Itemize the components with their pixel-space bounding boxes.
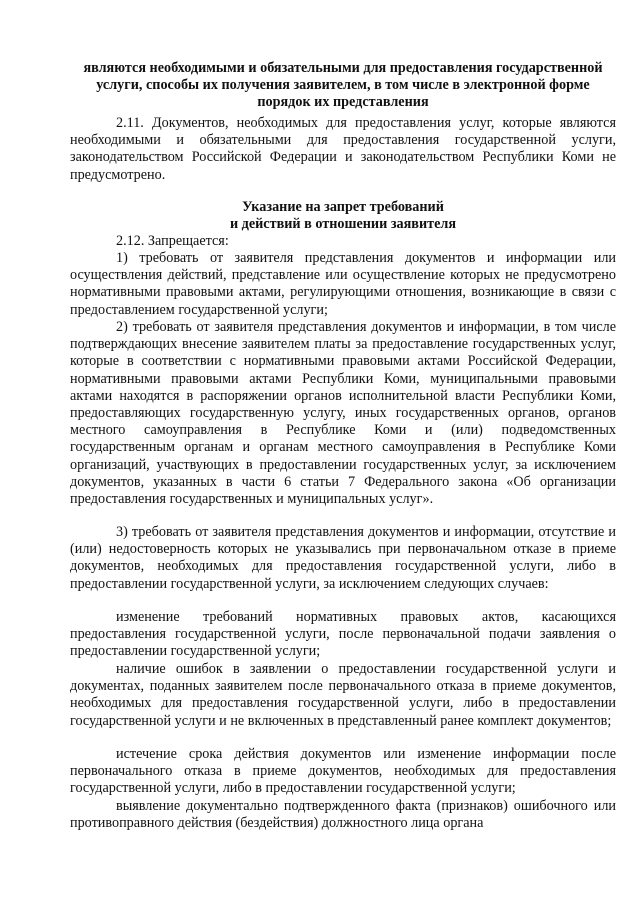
heading-line-1: Указание на запрет требований xyxy=(242,199,444,215)
exception-case-3: истечение срока действия документов или изменение информации после первоначального отказа в приеме документов, необходимых для предоставления государственной услуги, либо в предоставлении государственной услуги; xyxy=(70,746,616,797)
paragraph-2-11: 2.11. Документов, необходимых для предоставления услуг, которые являются необходимыми и обязательными для предоставления государственной услуги, законодательством Российской Федерации и законодательством Республики Коми не предусмотрено. xyxy=(70,115,616,183)
exception-case-1: изменение требований нормативных правовых актов, касающихся предоставления государственной услуги, после первоначальной подачи заявления о предоставлении государственной услуги; xyxy=(70,609,616,660)
prohibition-item-2: 2) требовать от заявителя представления документов и информации, в том числе подтверждающих внесение заявителем платы за предоставление государственных услуг, которые в соответствии с нормативными правовыми актами Российской Федерации, нормативными правовыми актами Республики Коми, муниципальными правовыми актами находятся в распоряжении органов исполнительной власти Республики Коми, предоставляющих государственную услугу, иных государственных органов, органов местного самоуправления в Республике Коми и (или) подведомственных государственным органам и органам местного самоуправления в Республике Коми организаций, участвующих в предоставлении государственных услуг, за исключением документов, указанных в части 6 статьи 7 Федерального закона «Об организации предоставления государственных и муниципальных услуг». xyxy=(70,319,616,508)
prohibition-item-1: 1) требовать от заявителя представления документов и информации или осуществления действий, представление или осуществление которых не предусмотрено нормативными правовыми актами, регулирующими отношения, возникающие в связи с предоставлением государственной услуги; xyxy=(70,250,616,318)
exception-case-2: наличие ошибок в заявлении о предоставлении государственной услуги и документах, поданных заявителем после первоначального отказа в приеме документов, необходимых для предоставления государственной услуги, либо в предоставлении государственной услуги и не включенных в представленный ранее комплект документов; xyxy=(70,661,616,729)
exception-case-4: выявление документально подтвержденного факта (признаков) ошибочного или противоправного действия (бездействия) должностного лица органа xyxy=(70,798,616,832)
section-heading-prohibitions xyxy=(70,199,616,233)
section-heading-documents: являются необходимыми и обязательными для предоставления государственной услуги, способы их получения заявителем, в том числе в электронной форме порядок их представления xyxy=(83,60,603,111)
paragraph-2-12: 2.12. Запрещается: xyxy=(116,233,229,249)
prohibition-item-3: 3) требовать от заявителя представления документов и информации, отсутствие и (или) недостоверность которых не указывались при первоначальном отказе в приеме документов, необходимых для предоставления государственной услуги, либо в предоставлении государственной услуги, за исключением следующих случаев: xyxy=(70,524,616,592)
heading-line-2: и действий в отношении заявителя xyxy=(229,216,457,233)
